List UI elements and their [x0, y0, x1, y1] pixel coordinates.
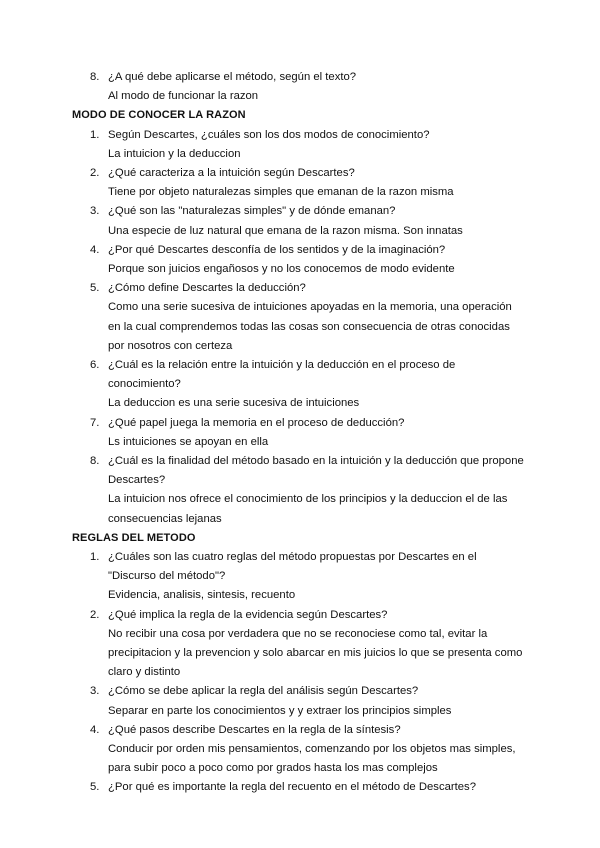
question-number: 5.: [90, 781, 100, 794]
question-text: ¿A qué debe aplicarse el método, según el texto?: [108, 71, 357, 83]
question-item: [90, 452, 526, 529]
question-number: 8.: [90, 455, 100, 468]
question-item: [90, 778, 526, 797]
question-number: 6.: [90, 359, 100, 372]
answer-text: La deduccion es una serie sucesiva de intuiciones: [108, 397, 360, 410]
question-number: 5.: [90, 282, 100, 295]
question-number: 2.: [90, 167, 100, 179]
answer-text: Una especie de luz natural que emana de la razon misma. Son innatas: [108, 224, 463, 237]
question-text: ¿Cuál es la finalidad del método basado en la intuición y la deducción que propone Descartes?: [108, 455, 524, 487]
answer-text: Evidencia, analisis, sintesis, recuento: [108, 589, 296, 602]
question-number: 8.: [90, 71, 100, 83]
question-text: ¿Por qué Descartes desconfía de los sentidos y de la imaginación?: [108, 243, 446, 256]
question-number: 3.: [90, 685, 100, 698]
question-text: ¿Qué caracteriza a la intuición según Descartes?: [108, 167, 355, 179]
question-text: ¿Cuáles son las cuatro reglas del método propuestas por Descartes en el "Discurso del método"?: [108, 551, 477, 583]
question-number: 7.: [90, 416, 100, 429]
question-text: ¿Qué pasos describe Descartes en la regla de la síntesis?: [108, 723, 401, 736]
question-number: 4.: [90, 243, 100, 256]
question-text: ¿Qué son las "naturalezas simples" y de dónde emanan?: [108, 205, 396, 218]
question-item: [90, 606, 526, 683]
answer-text: Conducir por orden mis pensamientos, comenzando por los objetos mas simples, para subir poco a poco como por grados hasta los mas complejos: [108, 743, 516, 775]
question-item: [90, 721, 526, 779]
section-heading: REGLAS DEL METODO: [72, 531, 196, 544]
question-number: 2.: [90, 608, 100, 621]
answer-text: Al modo de funcionar la razon: [108, 90, 259, 103]
question-text: ¿Qué implica la regla de la evidencia según Descartes?: [108, 608, 388, 621]
question-text: ¿Qué papel juega la memoria en el proceso de deducción?: [108, 416, 405, 429]
question-item: [90, 356, 526, 414]
question-text: Según Descartes, ¿cuáles son los dos modos de conocimiento?: [108, 128, 430, 141]
question-item: [90, 548, 526, 606]
question-item: [90, 202, 526, 240]
question-text: ¿Cuál es la relación entre la intuición y la deducción en el proceso de conocimiento?: [108, 359, 456, 391]
question-item: [90, 414, 526, 452]
question-text: ¿Cómo se debe aplicar la regla del análisis según Descartes?: [108, 685, 419, 698]
answer-text: Porque son juicios engañosos y no los conocemos de modo evidente: [108, 263, 455, 276]
question-item: [90, 126, 526, 164]
question-number: 1.: [90, 551, 100, 564]
question-item: [90, 164, 526, 202]
answer-text: Como una serie sucesiva de intuiciones apoyadas en la memoria, una operación en la cual comprendemos todas las cosas son consecuencia de otras conocidas por nosotros con certeza: [108, 301, 512, 352]
answer-text: Separar en parte los conocimientos y y extraer los principios simples: [108, 704, 452, 717]
answer-text: Ls intuiciones se apoyan en ella: [108, 435, 269, 448]
answer-text: No recibir una cosa por verdadera que no se reconociese como tal, evitar la precipitacion y la prevencion y solo abarcar en mis juicios lo que se presenta como claro y distinto: [108, 627, 523, 679]
document-page: [0, 68, 600, 798]
answer-text: La intuicion y la deduccion: [108, 147, 241, 160]
question-number: 4.: [90, 723, 100, 736]
section-heading: MODO DE CONOCER LA RAZON: [72, 109, 246, 122]
question-number: 3.: [90, 205, 100, 218]
answer-text: Tiene por objeto naturalezas simples que emanan de la razon misma: [108, 186, 454, 199]
question-item: [90, 682, 526, 720]
question-item: [90, 68, 526, 106]
question-item: [90, 241, 526, 279]
question-text: ¿Cómo define Descartes la deducción?: [108, 282, 306, 295]
question-text: ¿Por qué es importante la regla del recuento en el método de Descartes?: [108, 781, 476, 794]
question-number: 1.: [90, 128, 100, 141]
answer-text: La intuicion nos ofrece el conocimiento de los principios y la deduccion el de las consecuencias lejanas: [108, 493, 508, 525]
question-item: [90, 279, 526, 356]
